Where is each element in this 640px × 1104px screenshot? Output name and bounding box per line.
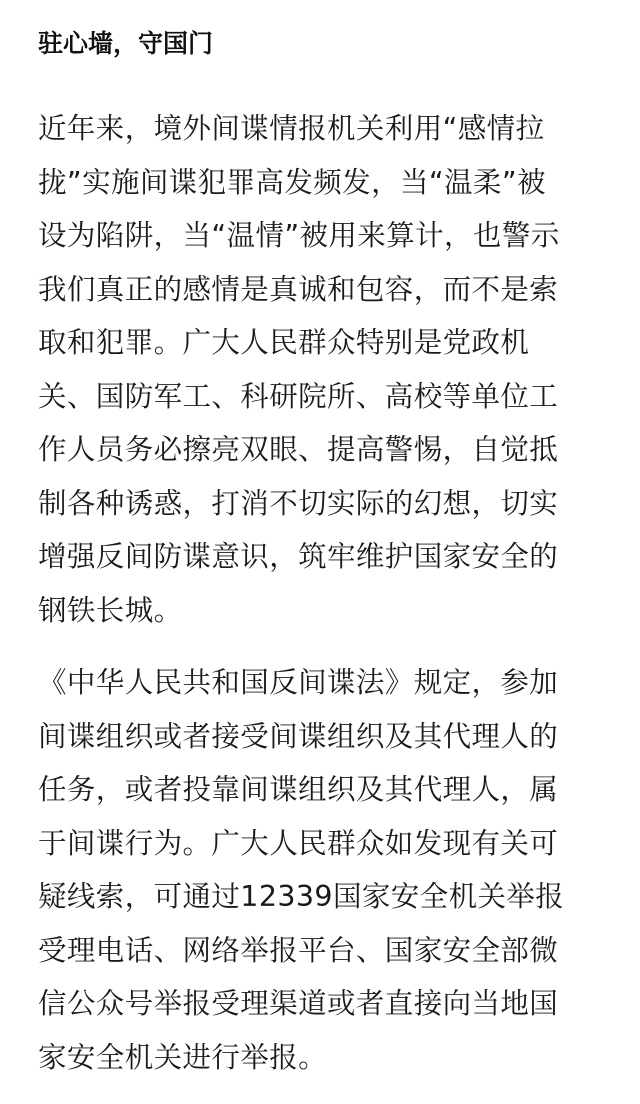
paragraph-line: 近年来，境外间谍情报机关利用“感情拉 (38, 112, 545, 145)
paragraph-line: 钢铁长城。 (38, 593, 183, 627)
paragraph-line: 作人员务必擦亮双眼、提高警惕，自觉抵 (38, 433, 559, 466)
paragraph-line: 我们真正的感情是真诚和包容，而不是索 (38, 272, 559, 306)
paragraph-line: 信公众号举报受理渠道或者直接向当地国 (38, 987, 559, 1020)
paragraph-line: 《中华人民共和国反间谍法》规定，参加 (38, 666, 559, 699)
paragraph-line: 关、国防军工、科研院所、高校等单位工 (38, 379, 559, 413)
paragraph-line: 取和犯罪。广大人民群众特别是党政机 (38, 326, 530, 359)
paragraph-line: 设为陷阱，当“温情”被用来算计，也警示 (38, 219, 560, 252)
paragraph-line: 拢”实施间谍犯罪高发频发，当“温柔”被 (38, 165, 546, 199)
paragraph-line: 增强反间防谍意识，筑牢维护国家安全的 (38, 540, 559, 573)
paragraph-line: 间谍组织或者接受间谍组织及其代理人的 (38, 719, 559, 753)
paragraph-line: 制各种诱惑，打消不切实际的幻想，切实 (38, 486, 559, 520)
paragraph-line: 受理电话、网络举报平台、国家安全部微 (38, 933, 559, 967)
paragraph-line: 家安全机关进行举报。 (38, 1040, 328, 1074)
article-heading: 驻心墙，守国门 (38, 29, 214, 58)
paragraph-line: 于间谍行为。广大人民群众如发现有关可 (38, 826, 559, 860)
paragraph-line: 疑线索，可通过12339国家安全机关举报 (38, 880, 565, 913)
paragraph-spy-warning (38, 102, 608, 637)
paragraph-line: 任务，或者投靠间谍组织及其代理人，属 (38, 773, 559, 806)
paragraph-law-reporting (38, 656, 608, 1084)
